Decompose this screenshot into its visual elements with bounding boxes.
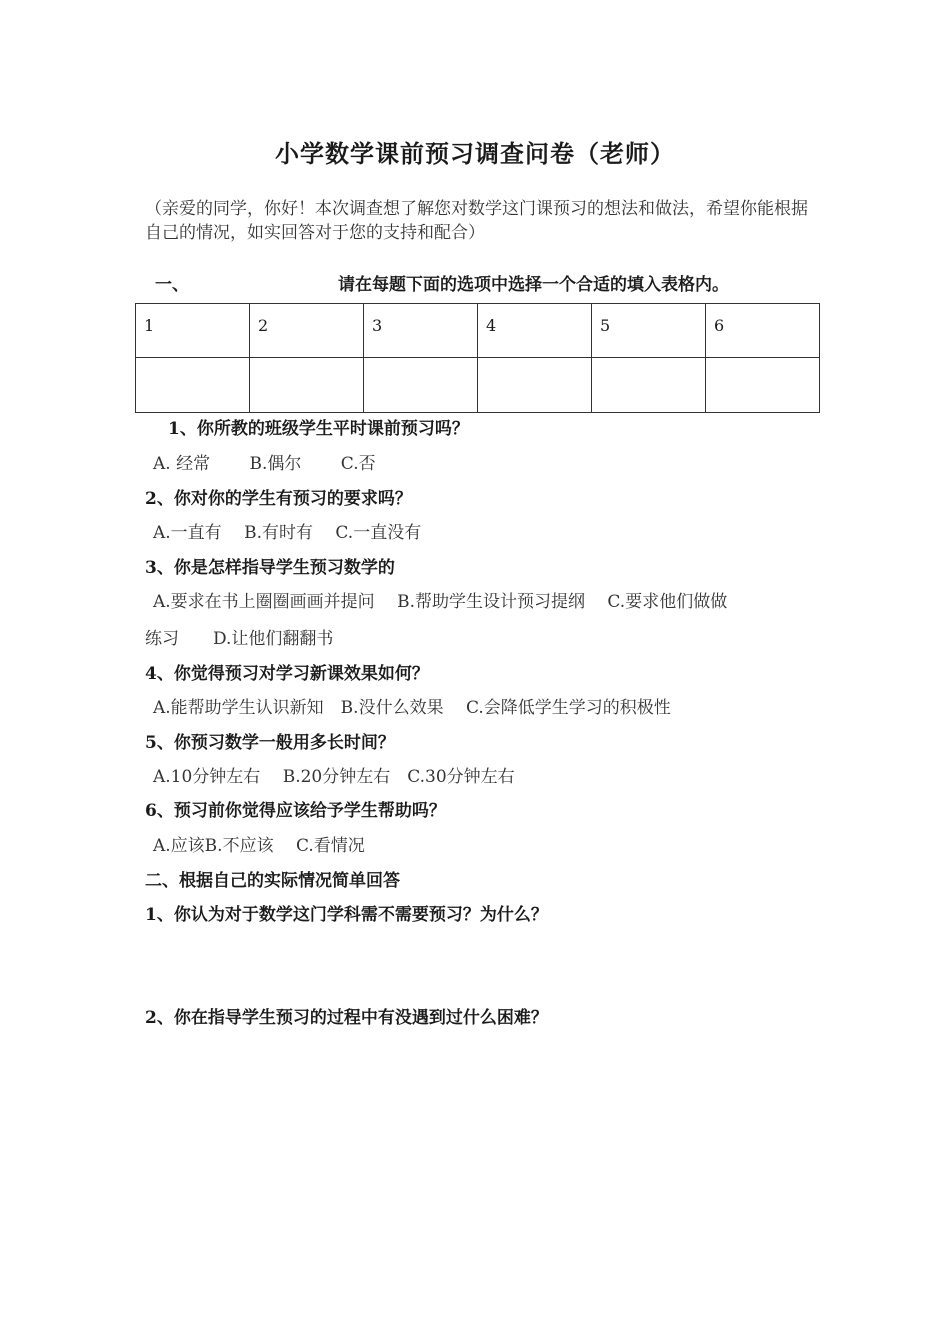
answer-cell[interactable] [136, 358, 250, 413]
question-5: 5、你预习数学一般用多长时间？ [145, 733, 395, 753]
answer-cell[interactable] [592, 358, 706, 413]
question-6: 6、预习前你觉得应该给予学生帮助吗？ [145, 801, 446, 821]
question-1: 1、你所教的班级学生平时课前预习吗？ [168, 419, 469, 439]
section2-question-2: 2、你在指导学生预习的过程中有没遇到过什么困难？ [145, 1008, 548, 1028]
question-3-options: A.要求在书上圈圈画画并提问 B.帮助学生设计预习提纲 C.要求他们做做 [153, 592, 728, 612]
intro-paragraph: （亲爱的同学，你好！本次调查想了解您对数学这门课预习的想法和做法，希望你能根据自己的情况，如实回答对于您的支持和配合） [145, 199, 808, 243]
answer-cell[interactable] [250, 358, 364, 413]
answer-table-header: 4 [478, 304, 592, 358]
question-2: 2、你对你的学生有预习的要求吗？ [145, 489, 412, 509]
section2-question-1: 1、你认为对于数学这门学科需不需要预习？为什么？ [145, 905, 548, 925]
section1-instruction: 请在每题下面的选项中选择一个合适的填入表格内。 [338, 275, 729, 295]
answer-table [135, 303, 820, 413]
question-3-options-continued: 练习 D.让他们翻翻书 [145, 629, 334, 649]
answer-cell[interactable] [364, 358, 478, 413]
answer-table-header: 2 [250, 304, 364, 358]
question-5-options: A.10分钟左右 B.20分钟左右 C.30分钟左右 [153, 767, 515, 787]
page-title: 小学数学课前预习调查问卷（老师） [275, 139, 675, 168]
answer-table-header: 3 [364, 304, 478, 358]
question-1-options: A. 经常 B.偶尔 C.否 [153, 454, 376, 474]
section1-number: 一、 [155, 275, 189, 295]
question-2-options: A.一直有 B.有时有 C.一直没有 [153, 523, 422, 543]
answer-cell[interactable] [706, 358, 820, 413]
question-3: 3、你是怎样指导学生预习数学的 [145, 558, 395, 578]
answer-table-header: 5 [592, 304, 706, 358]
question-4-options: A.能帮助学生认识新知 B.没什么效果 C.会降低学生学习的积极性 [153, 698, 671, 718]
answer-table-header: 1 [136, 304, 250, 358]
question-4: 4、你觉得预习对学习新课效果如何？ [145, 664, 429, 684]
answer-cell[interactable] [478, 358, 592, 413]
question-6-options: A.应该B.不应该 C.看情况 [153, 836, 365, 856]
answer-table-header: 6 [706, 304, 820, 358]
section2-heading: 二、根据自己的实际情况简单回答 [145, 871, 400, 891]
